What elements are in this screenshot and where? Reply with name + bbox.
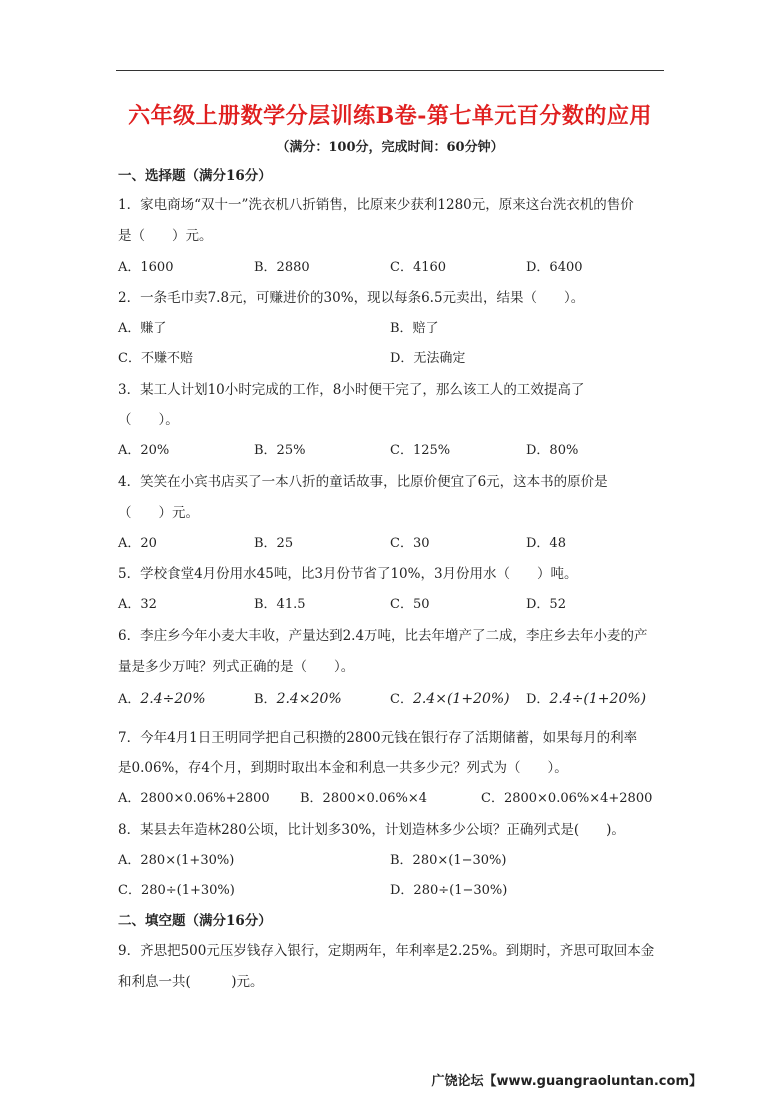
question-3-line-2: （ ）。 (118, 412, 179, 428)
question-3-option-d[interactable]: D．80% (526, 443, 579, 458)
option-letter: D． (526, 692, 550, 707)
question-1-line-1: 1．家电商场“双十一”洗衣机八折销售，比原来少获利1280元，原来这台洗衣机的售价 (118, 197, 634, 213)
footer-watermark: 广饶论坛【www.guangraoluntan.com】 (431, 1074, 702, 1089)
question-2-option-b[interactable]: B．赔了 (390, 321, 439, 336)
page-subtitle: （满分：100分，完成时间：60分钟） (276, 140, 504, 155)
question-3-option-a[interactable]: A．20% (118, 443, 170, 458)
question-3-option-b[interactable]: B．25% (254, 443, 306, 458)
question-7-option-a[interactable]: A．2800×0.06%+2800 (118, 791, 270, 806)
question-1-line-2: 是（ ）元。 (118, 228, 213, 244)
question-7-option-b[interactable]: B．2800×0.06%×4 (300, 791, 427, 806)
question-3-line-1: 3．某工人计划10小时完成的工作，8小时便干完了，那么该工人的工效提高了 (118, 382, 585, 398)
question-5-line-1: 5．学校食堂4月份用水45吨，比3月份节省了10%，3月份用水（ ）吨。 (118, 566, 578, 582)
question-9-line-2: 和利息一共( )元。 (118, 974, 264, 990)
question-4-line-2: （ ）元。 (118, 505, 199, 521)
page-title: 六年级上册数学分层训练B卷-第七单元百分数的应用 (128, 103, 652, 129)
question-4-option-a[interactable]: A．20 (118, 536, 157, 551)
question-5-option-a[interactable]: A．32 (118, 597, 157, 612)
question-4-option-d[interactable]: D．48 (526, 536, 566, 551)
question-6-option-a[interactable] (118, 688, 206, 707)
question-9-line-1: 9．齐思把500元压岁钱存入银行，定期两年，年利率是2.25%。到期时，齐思可取回本金 (118, 943, 655, 959)
question-8-line-1: 8．某县去年造林280公顷，比计划多30%，计划造林多少公顷？正确列式是( )。 (118, 822, 625, 838)
option-letter: C． (390, 692, 413, 707)
question-4-line-1: 4．笑笑在小宾书店买了一本八折的童话故事，比原价便宜了6元，这本书的原价是 (118, 474, 608, 490)
section-heading-fill: 二、填空题（满分16分） (118, 913, 272, 929)
formula: 2.4÷(1+20%) (549, 691, 647, 707)
question-1-option-a[interactable]: A．1600 (118, 260, 174, 275)
question-7-line-2: 是0.06%，存4个月，到期时取出本金和利息一共多少元？列式为（ ）。 (118, 760, 568, 776)
question-1-option-c[interactable]: C．4160 (390, 260, 447, 275)
formula: 2.4÷20% (140, 691, 206, 707)
question-1-option-d[interactable]: D．6400 (526, 260, 583, 275)
question-4-option-b[interactable]: B．25 (254, 536, 294, 551)
question-6-option-b[interactable] (254, 688, 342, 707)
question-6-line-1: 6．李庄乡今年小麦大丰收，产量达到2.4万吨，比去年增产了二成，李庄乡去年小麦的产 (118, 628, 648, 644)
question-6-option-d[interactable] (526, 688, 646, 707)
question-7-option-c[interactable]: C．2800×0.06%×4+2800 (481, 791, 653, 806)
question-5-option-c[interactable]: C．50 (390, 597, 430, 612)
question-3-option-c[interactable]: C．125% (390, 443, 451, 458)
option-letter: B． (254, 692, 277, 707)
question-2-line-1: 2．一条毛巾卖7.8元，可赚进价的30%，现以每条6.5元卖出，结果（ ）。 (118, 290, 585, 306)
question-2-option-c[interactable]: C．不赚不赔 (118, 351, 193, 366)
question-6-option-c[interactable] (390, 688, 510, 707)
top-rule (116, 70, 664, 71)
question-8-option-b[interactable]: B．280×(1−30%) (390, 853, 507, 868)
question-2-option-d[interactable]: D．无法确定 (390, 351, 466, 366)
section-heading-choice: 一、选择题（满分16分） (118, 168, 272, 184)
question-1-option-b[interactable]: B．2880 (254, 260, 310, 275)
question-8-option-a[interactable]: A．280×(1+30%) (118, 853, 235, 868)
question-2-option-a[interactable]: A．赚了 (118, 321, 167, 336)
question-4-option-c[interactable]: C．30 (390, 536, 430, 551)
question-5-option-d[interactable]: D．52 (526, 597, 566, 612)
question-7-line-1: 7．今年4月1日王明同学把自己积攒的2800元钱在银行存了活期储蓄，如果每月的利率 (118, 730, 638, 746)
formula: 2.4×20% (276, 691, 342, 707)
formula: 2.4×(1+20%) (412, 691, 510, 707)
option-letter: A． (118, 692, 141, 707)
question-8-option-d[interactable]: D．280÷(1−30%) (390, 883, 508, 898)
question-5-option-b[interactable]: B．41.5 (254, 597, 306, 612)
question-6-line-2: 量是多少万吨？列式正确的是（ ）。 (118, 659, 355, 675)
question-8-option-c[interactable]: C．280÷(1+30%) (118, 883, 235, 898)
